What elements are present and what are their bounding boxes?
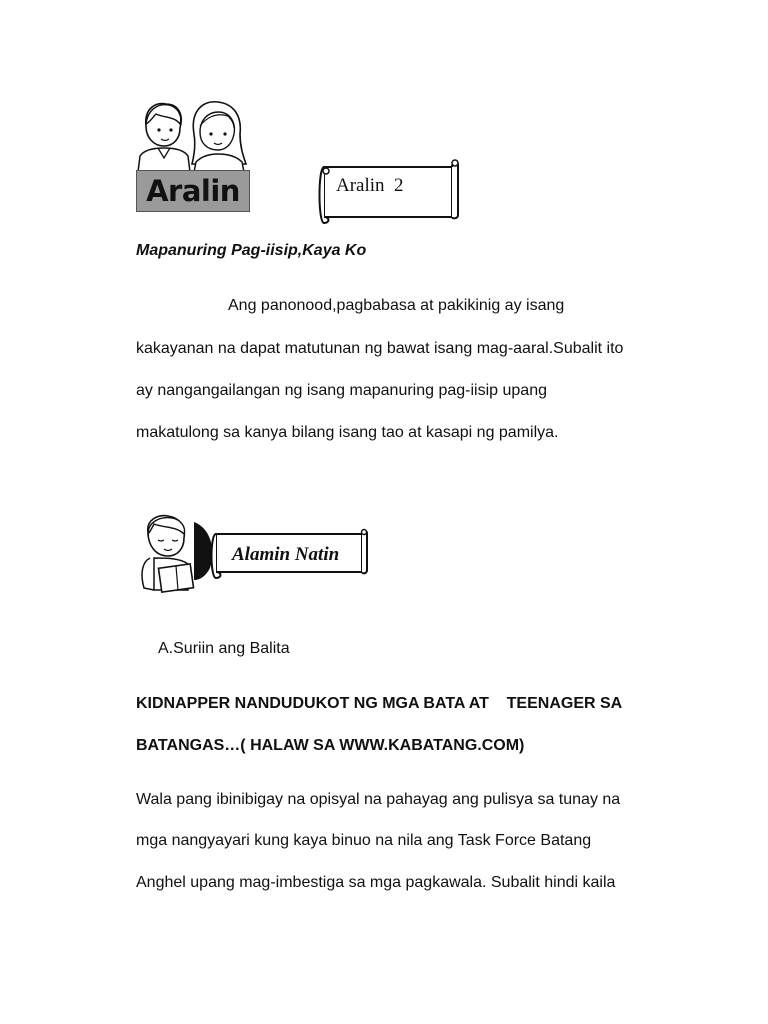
intro-line: kakayanan na dapat matutunan ng bawat isang mag-aaral.Subalit ito	[136, 340, 624, 357]
news-body-line: mga nangyayari kung kaya binuo na nila ang Task Force Batang	[136, 832, 592, 849]
news-body-line: Anghel upang mag-imbestiga sa mga pagkawala. Subalit hindi kaila	[136, 874, 616, 891]
lesson-subtitle: Mapanuring Pag-iisip,Kaya Ko	[136, 242, 367, 259]
lesson-number-label: Aralin 2	[336, 175, 404, 196]
aralin-logo-text: Aralin	[146, 174, 240, 208]
news-headline-line: KIDNAPPER NANDUDUKOT NG MGA BATA AT TEENAGER SA	[136, 695, 623, 712]
intro-line: Ang panonood,pagbabasa at pakikinig ay isang	[228, 297, 565, 314]
alamin-natin-label: Alamin Natin	[232, 544, 340, 565]
reading-boy-icon	[130, 514, 216, 596]
intro-line: makatulong sa kanya bilang isang tao at kasapi ng pamilya.	[136, 424, 559, 441]
aralin-logo	[134, 98, 250, 214]
intro-line: ay nangangailangan ng isang mapanuring pag-iisip upang	[136, 382, 547, 399]
news-headline-line: BATANGAS…( HALAW SA WWW.KABATANG.COM)	[136, 737, 525, 754]
news-body-line: Wala pang ibinibigay na opisyal na pahayag ang pulisya sa tunay na	[136, 791, 621, 808]
section-a-heading: A.Suriin ang Balita	[158, 640, 290, 657]
children-illustration-icon	[134, 98, 250, 172]
aralin-banner	[136, 170, 250, 212]
